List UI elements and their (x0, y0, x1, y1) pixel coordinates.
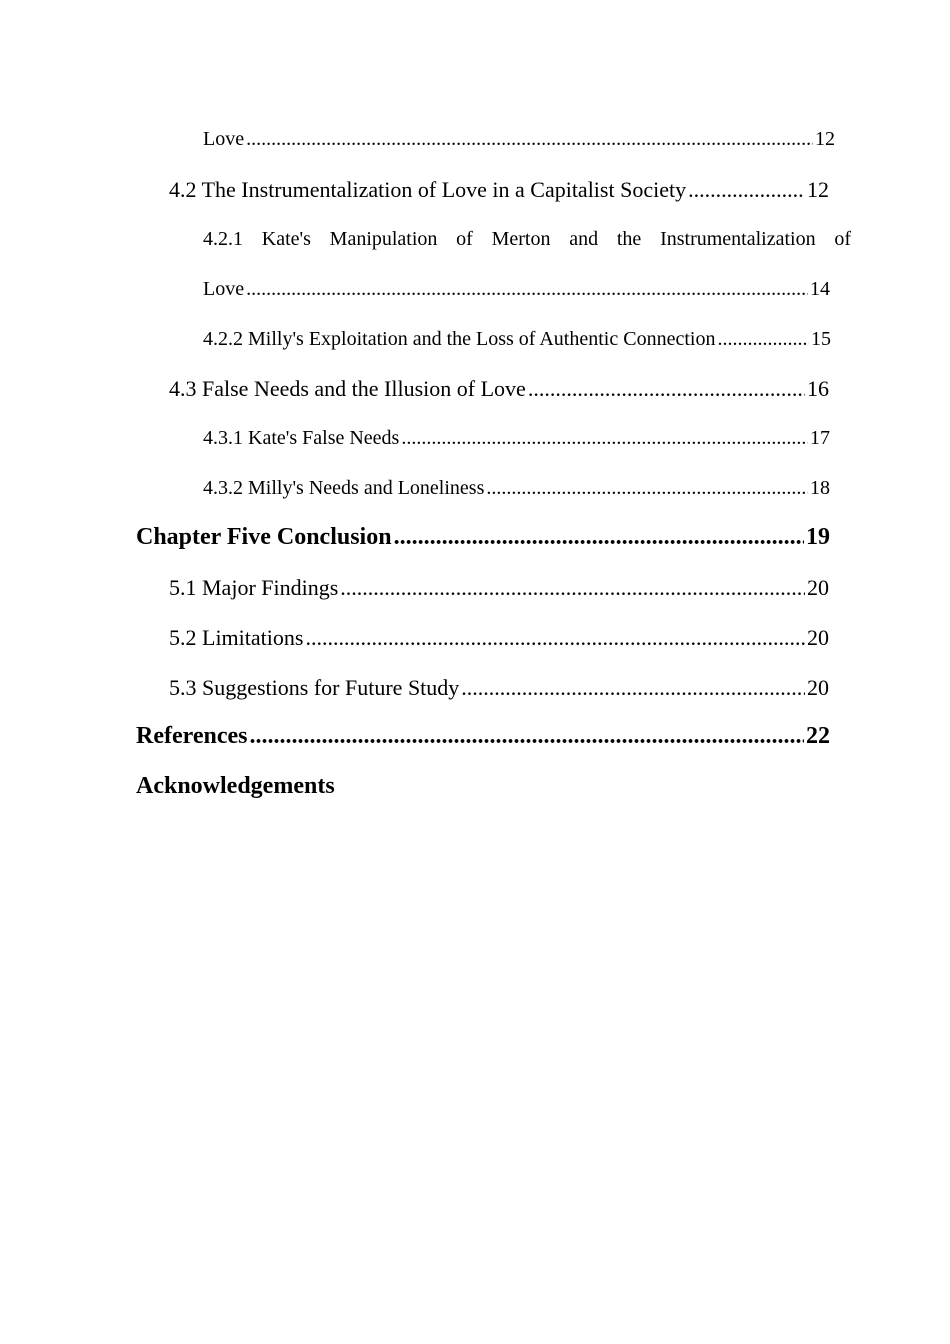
dot-leader (340, 575, 805, 601)
toc-entry-label: Love (203, 278, 245, 300)
dot-leader (528, 376, 805, 402)
toc-entry-chapter-five[interactable] (136, 524, 830, 551)
toc-page-number: 20 (807, 575, 829, 600)
toc-page-number: 22 (806, 723, 830, 749)
toc-entry-label: 5.1 Major Findings (169, 575, 339, 600)
toc-page-number: 14 (810, 278, 830, 300)
toc-page-number: 18 (810, 477, 830, 499)
toc-page-number: 12 (815, 128, 835, 150)
dot-leader (401, 427, 808, 450)
dot-leader (461, 675, 805, 701)
toc-entry-4-2[interactable] (169, 177, 829, 203)
toc-entry-4-3-2[interactable] (203, 477, 830, 500)
toc-page-number: 15 (811, 328, 831, 350)
dot-leader (688, 177, 805, 203)
toc-entry-5-1[interactable] (169, 575, 829, 601)
toc-page-number: 17 (810, 427, 830, 449)
toc-entry-4-2-2[interactable] (203, 328, 831, 351)
toc-entry-label: 4.2.2 Milly's Exploitation and the Loss of Authentic Connection (203, 328, 716, 350)
dot-leader (246, 278, 808, 301)
dot-leader (394, 524, 804, 551)
toc-entry-4-3-1[interactable] (203, 427, 830, 450)
toc-entry-label: Chapter Five Conclusion (136, 524, 392, 550)
toc-entry-4-3[interactable] (169, 376, 829, 402)
dot-leader (486, 477, 808, 500)
toc-entry-label: 4.3.2 Milly's Needs and Loneliness (203, 477, 485, 499)
dot-leader (305, 625, 805, 651)
toc-page-number: 16 (807, 376, 829, 401)
toc-entry-4-2-1-line2[interactable] (203, 278, 830, 301)
toc-entry-love-continuation[interactable] (203, 128, 835, 151)
toc-entry-label: Love (203, 128, 245, 150)
toc-entry-label: 5.2 Limitations (169, 625, 304, 650)
toc-page-number: 12 (807, 177, 829, 202)
toc-entry-label: References (136, 723, 248, 749)
toc-entry-acknowledgements[interactable] (136, 773, 830, 800)
dot-leader (250, 723, 805, 750)
toc-entry-5-3[interactable] (169, 675, 829, 701)
toc-entry-5-2[interactable] (169, 625, 829, 651)
toc-entry-label: 4.2 The Instrumentalization of Love in a Capitalist Society (169, 177, 687, 202)
toc-entry-label: 4.3.1 Kate's False Needs (203, 427, 400, 449)
toc-page-number: 19 (806, 524, 830, 550)
toc-entry-label: 5.3 Suggestions for Future Study (169, 675, 460, 700)
toc-page-number: 20 (807, 625, 829, 650)
toc-entry-references[interactable] (136, 723, 830, 750)
toc-entry-4-2-1-line1[interactable]: 4.2.1 Kate's Manipulation of Merton and the Instrumentalization of (203, 228, 851, 250)
toc-page-number: 20 (807, 675, 829, 700)
toc-entry-label: Acknowledgements (136, 773, 335, 799)
dot-leader (717, 328, 809, 351)
toc-entry-label: 4.3 False Needs and the Illusion of Love (169, 376, 526, 401)
dot-leader (246, 128, 813, 151)
